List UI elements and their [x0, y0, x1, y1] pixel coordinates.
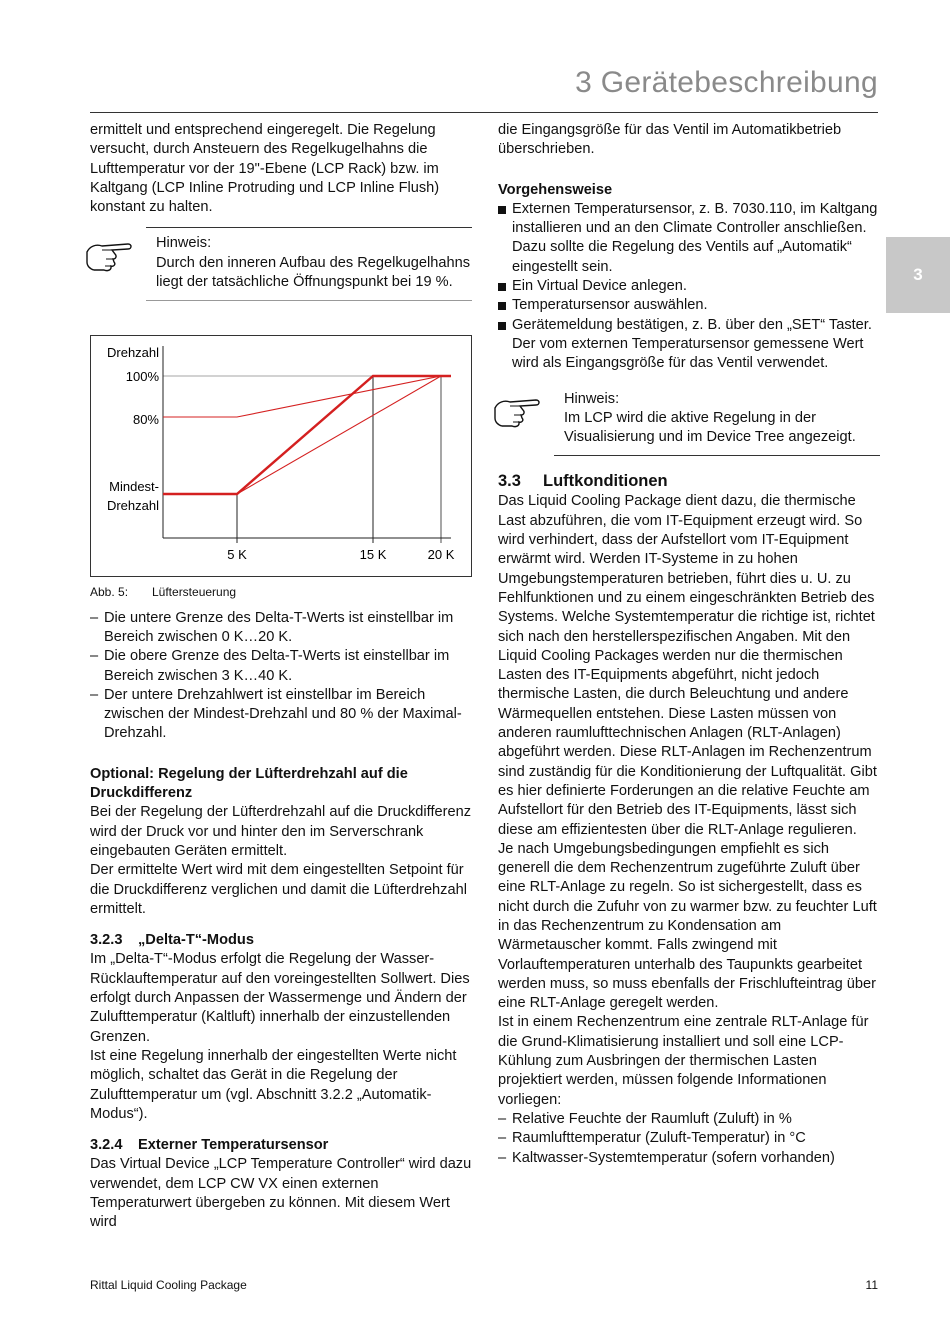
y-tick-min-line1: Mindest- — [109, 479, 159, 495]
caption-number: Abb. 5: — [90, 585, 129, 600]
y-tick-100: 100% — [125, 369, 159, 385]
y-tick-min-line2: Drehzahl — [106, 498, 159, 514]
section-323-heading — [90, 931, 472, 950]
step-followup: Der vom externen Temperatursensor gemessene Wert wird als Eingangsgröße für das Ventil verwendet. — [512, 335, 864, 372]
note-2-title: Hinweis: — [564, 390, 620, 407]
procedure-heading: Vorgehensweise — [498, 181, 613, 198]
page-number: 11 — [865, 1278, 878, 1292]
procedure-steps — [498, 200, 880, 335]
curve-80-to-20k — [163, 376, 451, 417]
section-33-heading — [498, 470, 880, 492]
right-intro: die Eingangsgröße für das Ventil im Automatikbetrieb überschrieben. — [498, 122, 842, 158]
pointing-hand-icon — [84, 238, 134, 272]
required-info-list — [498, 1110, 880, 1168]
note-2-text: Im LCP wird die aktive Regelung in der Visualisierung und im Device Tree angezeigt. — [564, 409, 856, 446]
section-323-title: „Delta-T“-Modus — [138, 932, 254, 949]
list-item: Externen Temperatursensor, z. B. 7030.110, im Kaltgang installieren und an den Climate Controller anschließen. Dazu sollte die Regelung des Ventils auf „Automatik“ eingestellt sein. — [498, 200, 880, 277]
list-item: – Die obere Grenze des Delta-T-Werts ist einstellbar im Bereich zwischen 3 K…40 K. — [90, 647, 472, 686]
list-item: – Kaltwasser-Systemtemperatur (sofern vorhanden) — [498, 1149, 880, 1168]
note-2 — [554, 384, 880, 457]
section-33-paragraph-2: Je nach Umgebungsbedingungen empfiehlt es sich generell die dem Rechenzentrum zugeführte Zuluft über eine RLT-Anlage zu regeln. So ist sichergestellt, dass es nicht durch die Zufuhr von zu warmer bzw. zu feuchter Luft in das Rechenzentrum zu Kondensation am Wärmetauscher kommt. Falls zwingend mit Vorlauftemperaturen unterhalb des Taupunkts gearbeitet werden muss, so muss ebenfalls der Frischlufteintrag über eine RLT-Anlage geregelt werden. — [498, 840, 877, 1012]
note-1-text: Durch den inneren Aufbau des Regelkugelhahns liegt der tatsächliche Öffnungspunkt bei 19 %. — [156, 254, 470, 291]
list-item: – Der untere Drehzahlwert ist einstellbar im Bereich zwischen der Mindest-Drehzahl und 80 % der Maximal-Drehzahl. — [90, 686, 472, 744]
note-1-title: Hinweis: — [156, 235, 212, 252]
list-item: Ein Virtual Device anlegen. — [498, 277, 880, 296]
list-item: – Raumlufttemperatur (Zuluft-Temperatur) in °C — [498, 1129, 880, 1148]
fan-control-chart — [90, 335, 472, 577]
left-column — [90, 121, 472, 1233]
section-323-paragraph-2: Ist eine Regelung innerhalb der eingestellten Werte nicht möglich, schaltet das Gerät in die Regelung der Zulufttemperatur um (vgl. Abschnitt 3.2.2 „Automatik-Modus“). — [90, 1047, 457, 1122]
section-33-title: Luftkonditionen — [543, 472, 668, 491]
list-item: Temperatursensor auswählen. — [498, 296, 880, 315]
page-title: 3 Gerätebeschreibung — [575, 66, 878, 99]
section-324-heading — [90, 1136, 472, 1155]
x-tick-15: 15 K — [359, 547, 387, 563]
section-324-paragraph-1: Das Virtual Device „LCP Temperature Controller“ wird dazu verwendet, dem LCP CW VX einen externen Temperaturwert übergeben zu können. Mit diesem Wert wird — [90, 1156, 472, 1231]
section-33-paragraph-3: Ist in einem Rechenzentrum eine zentrale RLT-Anlage für die Grund-Klimatisierung installiert und soll eine LCP-Kühlung zum Ausbringen der thermischen Lasten projektiert werden, müssen folgende Informationen vorliegen: — [498, 1014, 869, 1108]
list-item: – Relative Feuchte der Raumluft (Zuluft) in % — [498, 1110, 880, 1129]
section-323-number: 3.2.3 — [90, 932, 123, 949]
optional-paragraph-2: Der ermittelte Wert wird mit dem eingestellten Setpoint für die Druckdifferenz verglichen und damit die Lüfterdrehzahl ermittelt. — [90, 862, 467, 917]
curve-min-to-15k — [163, 376, 451, 494]
pointing-hand-icon — [492, 394, 542, 428]
chapter-tab: 3 — [886, 237, 950, 313]
delta-t-bullets — [90, 609, 472, 744]
list-item: – Die untere Grenze des Delta-T-Werts ist einstellbar im Bereich zwischen 0 K…20 K. — [90, 609, 472, 648]
chart-ylabel: Drehzahl — [107, 345, 160, 361]
y-tick-80: 80% — [132, 412, 159, 428]
list-item: Gerätemeldung bestätigen, z. B. über den „SET“ Taster. — [498, 316, 880, 335]
optional-paragraph-1: Bei der Regelung der Lüfterdrehzahl auf die Druckdifferenz wird der Druck vor und hinter den im Serverschrank eingebauten Geräten ermittelt. — [90, 804, 472, 859]
note-1 — [146, 227, 472, 301]
left-intro: ermittelt und entsprechend eingeregelt. Die Regelung versucht, durch Ansteuern des Regelkugelhahns die Lufttemperatur vor der 19"-Ebene (LCP Rack) bzw. im Kaltgang (LCP Inline Protruding und LCP Inline Flush) konstant zu halten. — [90, 122, 440, 216]
figure-caption — [90, 583, 472, 602]
x-tick-20: 20 K — [427, 547, 455, 563]
section-323-paragraph-1: Im „Delta-T“-Modus erfolgt die Regelung der Wasser-Rücklauftemperatur auf den voreingestellten Sollwert. Dies erfolgt durch Anpassen der Wassermenge und Ändern der Zulufttemperatur (Kaltluft) innerhalb der einzustellenden Grenzen. — [90, 951, 470, 1045]
fan-control-svg — [91, 336, 471, 576]
title-rule — [90, 112, 878, 113]
section-33-paragraph-1: Das Liquid Cooling Package dient dazu, die thermische Last abzuführen, die vom IT-Equipment erzeugt wird. So wird verhindert, dass der Aufstellort vom IT-Equipment erwärmt wird. Werden IT-Systeme in zu hohen Umgebungstemperaturen betrieben, führt dies u. U. zu Fehlfunktionen und zu einem eingeschränkten Betrieb des Systems. Welche Systemtemperatur die richtige ist, richtet sich nach den herstellerspezifischen Angaben. Mit den Liquid Cooling Packages werden nur die thermischen Lasten des IT-Equipments abgeführt, nicht jedoch thermische Lasten, die durch Beleuchtung und andere Wärmequellen entstehen. Diese Lasten müssen von anderen raumlufttechnischen Anlagen (RLT-Anlagen) abgeführt werden. Diese RLT-Anlagen im Rechenzentrum sind zuständig für die Konditionierung der Luftqualität. Gibt es hier definierte Forderungen an die relative Feuchte am Aufstellort für den Betrieb des IT-Equipments, lässt sich diese am effizientesten über die RLT-Anlage regulieren. — [498, 493, 877, 838]
curve-min-to-20k — [237, 376, 441, 494]
footer-product: Rittal Liquid Cooling Package — [90, 1278, 247, 1292]
section-33-number: 3.3 — [498, 472, 521, 491]
section-324-number: 3.2.4 — [90, 1137, 123, 1154]
x-tick-5: 5 K — [227, 547, 247, 563]
section-324-title: Externer Temperatursensor — [138, 1137, 329, 1154]
caption-text: Lüftersteuerung — [152, 585, 237, 600]
optional-heading: Optional: Regelung der Lüfterdrehzahl auf die Druckdifferenz — [90, 765, 408, 802]
right-column — [498, 121, 880, 1168]
